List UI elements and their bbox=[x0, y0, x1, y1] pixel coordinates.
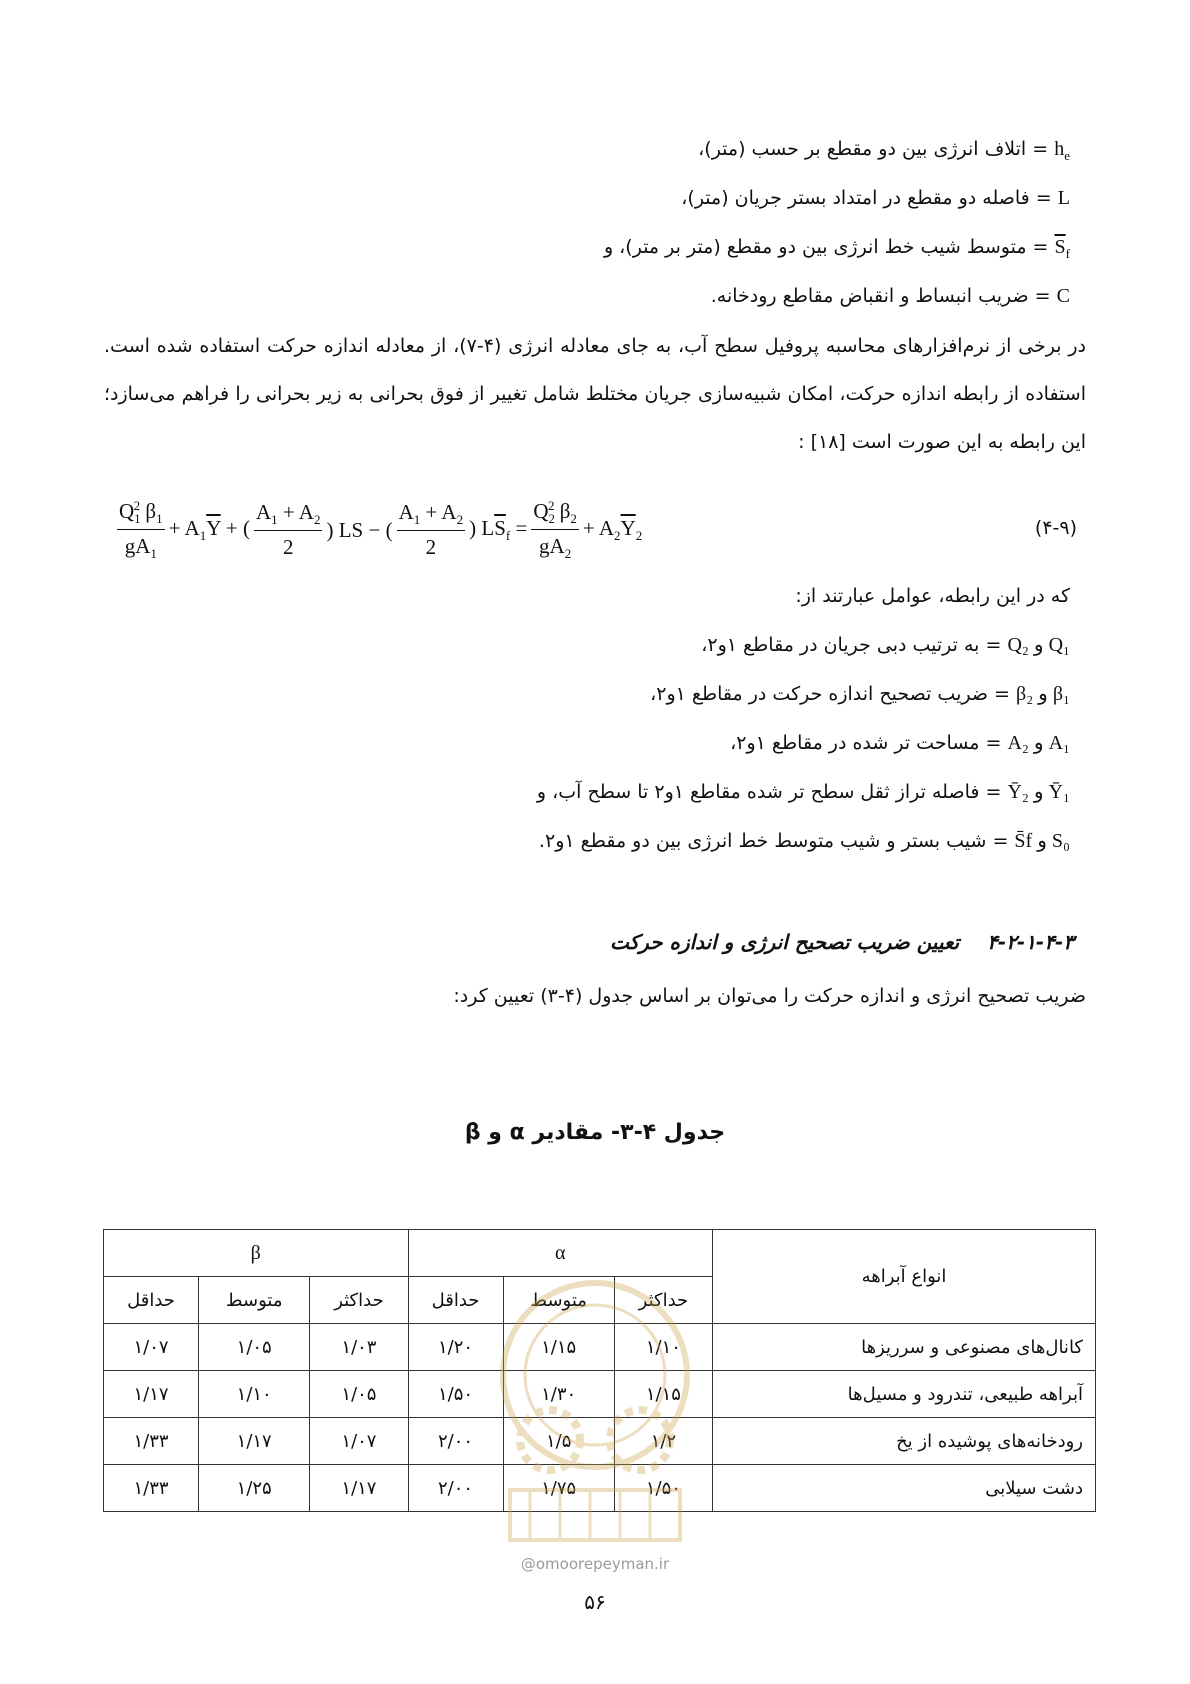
cell-beta-min: ۱/۱۷ bbox=[104, 1371, 199, 1418]
cell-alpha-avg: ۱/۱۵ bbox=[503, 1324, 614, 1371]
cell-alpha-min: ۲/۰۰ bbox=[408, 1418, 503, 1465]
cell-alpha-min: ۲/۰۰ bbox=[408, 1465, 503, 1512]
cell-alpha-max: ۱/۱۵ bbox=[614, 1371, 712, 1418]
symbol-S: S₀ و S̄f bbox=[1014, 830, 1070, 852]
symbol-A: A₁ و A₂ bbox=[1007, 732, 1070, 754]
definition-Sf bbox=[604, 233, 1070, 268]
symbol-Y: Ȳ₁ و Ȳ₂ bbox=[1007, 781, 1070, 803]
cell-alpha-max: ۱/۲ bbox=[614, 1418, 712, 1465]
symbol-Sf: $S_f$ bbox=[1054, 236, 1070, 261]
definition-beta bbox=[650, 680, 1070, 708]
symbol-he: $h_e$ bbox=[1054, 138, 1070, 163]
cell-beta-avg: ۱/۱۰ bbox=[199, 1371, 310, 1418]
header-beta-min: حداقل bbox=[104, 1277, 199, 1324]
cell-beta-max: ۱/۰۵ bbox=[310, 1371, 408, 1418]
cell-beta-avg: ۱/۱۷ bbox=[199, 1418, 310, 1465]
section-title: تعیین ضریب تصحیح انرژی و اندازه حرکت bbox=[609, 930, 960, 954]
cell-kind: آبراهه طبیعی، تندرود و مسیل‌ها bbox=[713, 1371, 1096, 1418]
cell-alpha-max: ۱/۵۰ bbox=[614, 1465, 712, 1512]
eq-term-1: $\frac{Q_1^2 \beta_1}{gA_1}$ bbox=[119, 497, 163, 562]
cell-alpha-avg: ۱/۷۵ bbox=[503, 1465, 614, 1512]
cell-beta-avg: ۱/۲۵ bbox=[199, 1465, 310, 1512]
definition-text: = فاصله تراز ثقل سطح تر شده مقاطع ۱و۲ تا سطح آب، و bbox=[536, 781, 1002, 803]
at-icon: @ bbox=[520, 1555, 536, 1573]
paragraph-text: در برخی از نرم‌افزارهای محاسبه پروفیل سطح آب، به جای معادله انرژی (۴-۷)، از معادله اندازه حرکت استفاده شده است. استفاده از رابطه اندازه حرکت، امکان شبیه‌سازی جریان مختلط شامل تغییر از فوق بحرانی به زیر بحرانی را فراهم می‌سازد؛ این رابطه به این صورت است [۱۸] : bbox=[104, 335, 1086, 453]
definition-L bbox=[681, 184, 1070, 212]
symbol-beta: β₁ و β₂ bbox=[1016, 683, 1070, 705]
cell-beta-min: ۱/۳۳ bbox=[104, 1465, 199, 1512]
definition-text: = متوسط شیب خط انرژی بین دو مقطع (متر بر متر)، و bbox=[603, 236, 1049, 258]
definition-C bbox=[711, 282, 1070, 310]
definition-S bbox=[539, 827, 1070, 855]
eq-term-3: $\frac{A_1 + A_2}{2}$ bbox=[398, 499, 464, 560]
watermark-logo-icon bbox=[490, 1270, 700, 1560]
header-beta: β bbox=[104, 1230, 409, 1277]
footer-website bbox=[0, 1555, 1190, 1573]
section-number: ۴-۲-۱-۴-۳ bbox=[987, 930, 1074, 954]
definition-A bbox=[730, 729, 1070, 757]
cell-beta-min: ۱/۳۳ bbox=[104, 1418, 199, 1465]
definition-Y bbox=[537, 778, 1070, 806]
cell-alpha-avg: ۱/۵ bbox=[503, 1418, 614, 1465]
equation-number: (۴-۹) bbox=[1034, 517, 1077, 539]
header-beta-avg: متوسط bbox=[199, 1277, 310, 1324]
header-alpha-min: حداقل bbox=[408, 1277, 503, 1324]
cell-alpha-max: ۱/۱۰ bbox=[614, 1324, 712, 1371]
cell-beta-max: ۱/۱۷ bbox=[310, 1465, 408, 1512]
definition-text: = اتلاف انرژی بین دو مقطع بر حسب (متر)، bbox=[698, 138, 1049, 160]
cell-alpha-min: ۱/۵۰ bbox=[408, 1371, 503, 1418]
section-heading bbox=[610, 930, 1074, 954]
body-paragraph bbox=[104, 322, 1086, 466]
definition-text: = ضریب انبساط و انقباض مقاطع رودخانه. bbox=[710, 285, 1051, 307]
symbol-L: L bbox=[1057, 187, 1070, 209]
header-alpha: α bbox=[408, 1230, 712, 1277]
cell-kind: دشت سیلابی bbox=[713, 1465, 1096, 1512]
section-body: ضریب تصحیح انرژی و اندازه حرکت را می‌توان بر اساس جدول (۴-۳) تعیین کرد: bbox=[453, 985, 1086, 1007]
header-beta-max: حداکثر bbox=[310, 1277, 408, 1324]
cell-beta-max: ۱/۰۳ bbox=[310, 1324, 408, 1371]
definition-text: = به ترتیب دبی جریان در مقاطع ۱و۲، bbox=[701, 634, 1002, 656]
cell-beta-max: ۱/۰۷ bbox=[310, 1418, 408, 1465]
cell-kind: کانال‌های مصنوعی و سرریزها bbox=[713, 1324, 1096, 1371]
definition-text: = فاصله دو مقطع در امتداد بستر جریان (متر)، bbox=[681, 187, 1052, 209]
intro-line: که در این رابطه، عوامل عبارتند از: bbox=[795, 585, 1070, 607]
cell-beta-min: ۱/۰۷ bbox=[104, 1324, 199, 1371]
definition-text: = مساحت تر شده در مقاطع ۱و۲، bbox=[730, 732, 1002, 754]
cell-alpha-min: ۱/۲۰ bbox=[408, 1324, 503, 1371]
cell-beta-avg: ۱/۰۵ bbox=[199, 1324, 310, 1371]
cell-alpha-avg: ۱/۳۰ bbox=[503, 1371, 614, 1418]
definition-he bbox=[698, 135, 1070, 170]
symbol-C: C bbox=[1056, 285, 1070, 307]
momentum-equation: $\frac{Q_1^2 \beta_1}{gA_1}$ + $A_1\overline{Y}$ + ( $\frac{A_1 + A_2}{2}$ ) LS − ( $\frac{A_1 + A_2}{2}$ ) $L\overline{S}_f$ = $\frac{Q_2^2 \beta_2}{gA_2}$ + $A_2\overline{Y}_2$ (۴-۹) bbox=[119, 497, 1077, 562]
footer-text: omoorepeyman.ir bbox=[535, 1555, 670, 1573]
eq-term-4: $\frac{Q_2^2 \beta_2}{gA_2}$ bbox=[533, 497, 577, 562]
header-alpha-max: حداکثر bbox=[614, 1277, 712, 1324]
symbol-Q: Q₁ و Q₂ bbox=[1007, 634, 1070, 656]
header-alpha-avg: متوسط bbox=[503, 1277, 614, 1324]
header-kind: انواع آبراهه bbox=[713, 1230, 1096, 1324]
table-title: جدول ۴-۳- مقادیر α و β bbox=[464, 1120, 726, 1145]
cell-kind: رودخانه‌های پوشیده از یخ bbox=[713, 1418, 1096, 1465]
eq-term-2: $\frac{A_1 + A_2}{2}$ bbox=[255, 499, 321, 560]
definition-Q bbox=[701, 631, 1070, 659]
page-number: ۵۶ bbox=[584, 1590, 606, 1614]
definition-text: = ضریب تصحیح اندازه حرکت در مقاطع ۱و۲، bbox=[650, 683, 1010, 705]
definition-text: = شیب بستر و شیب متوسط خط انرژی بین دو مقطع ۱و۲. bbox=[538, 830, 1009, 852]
